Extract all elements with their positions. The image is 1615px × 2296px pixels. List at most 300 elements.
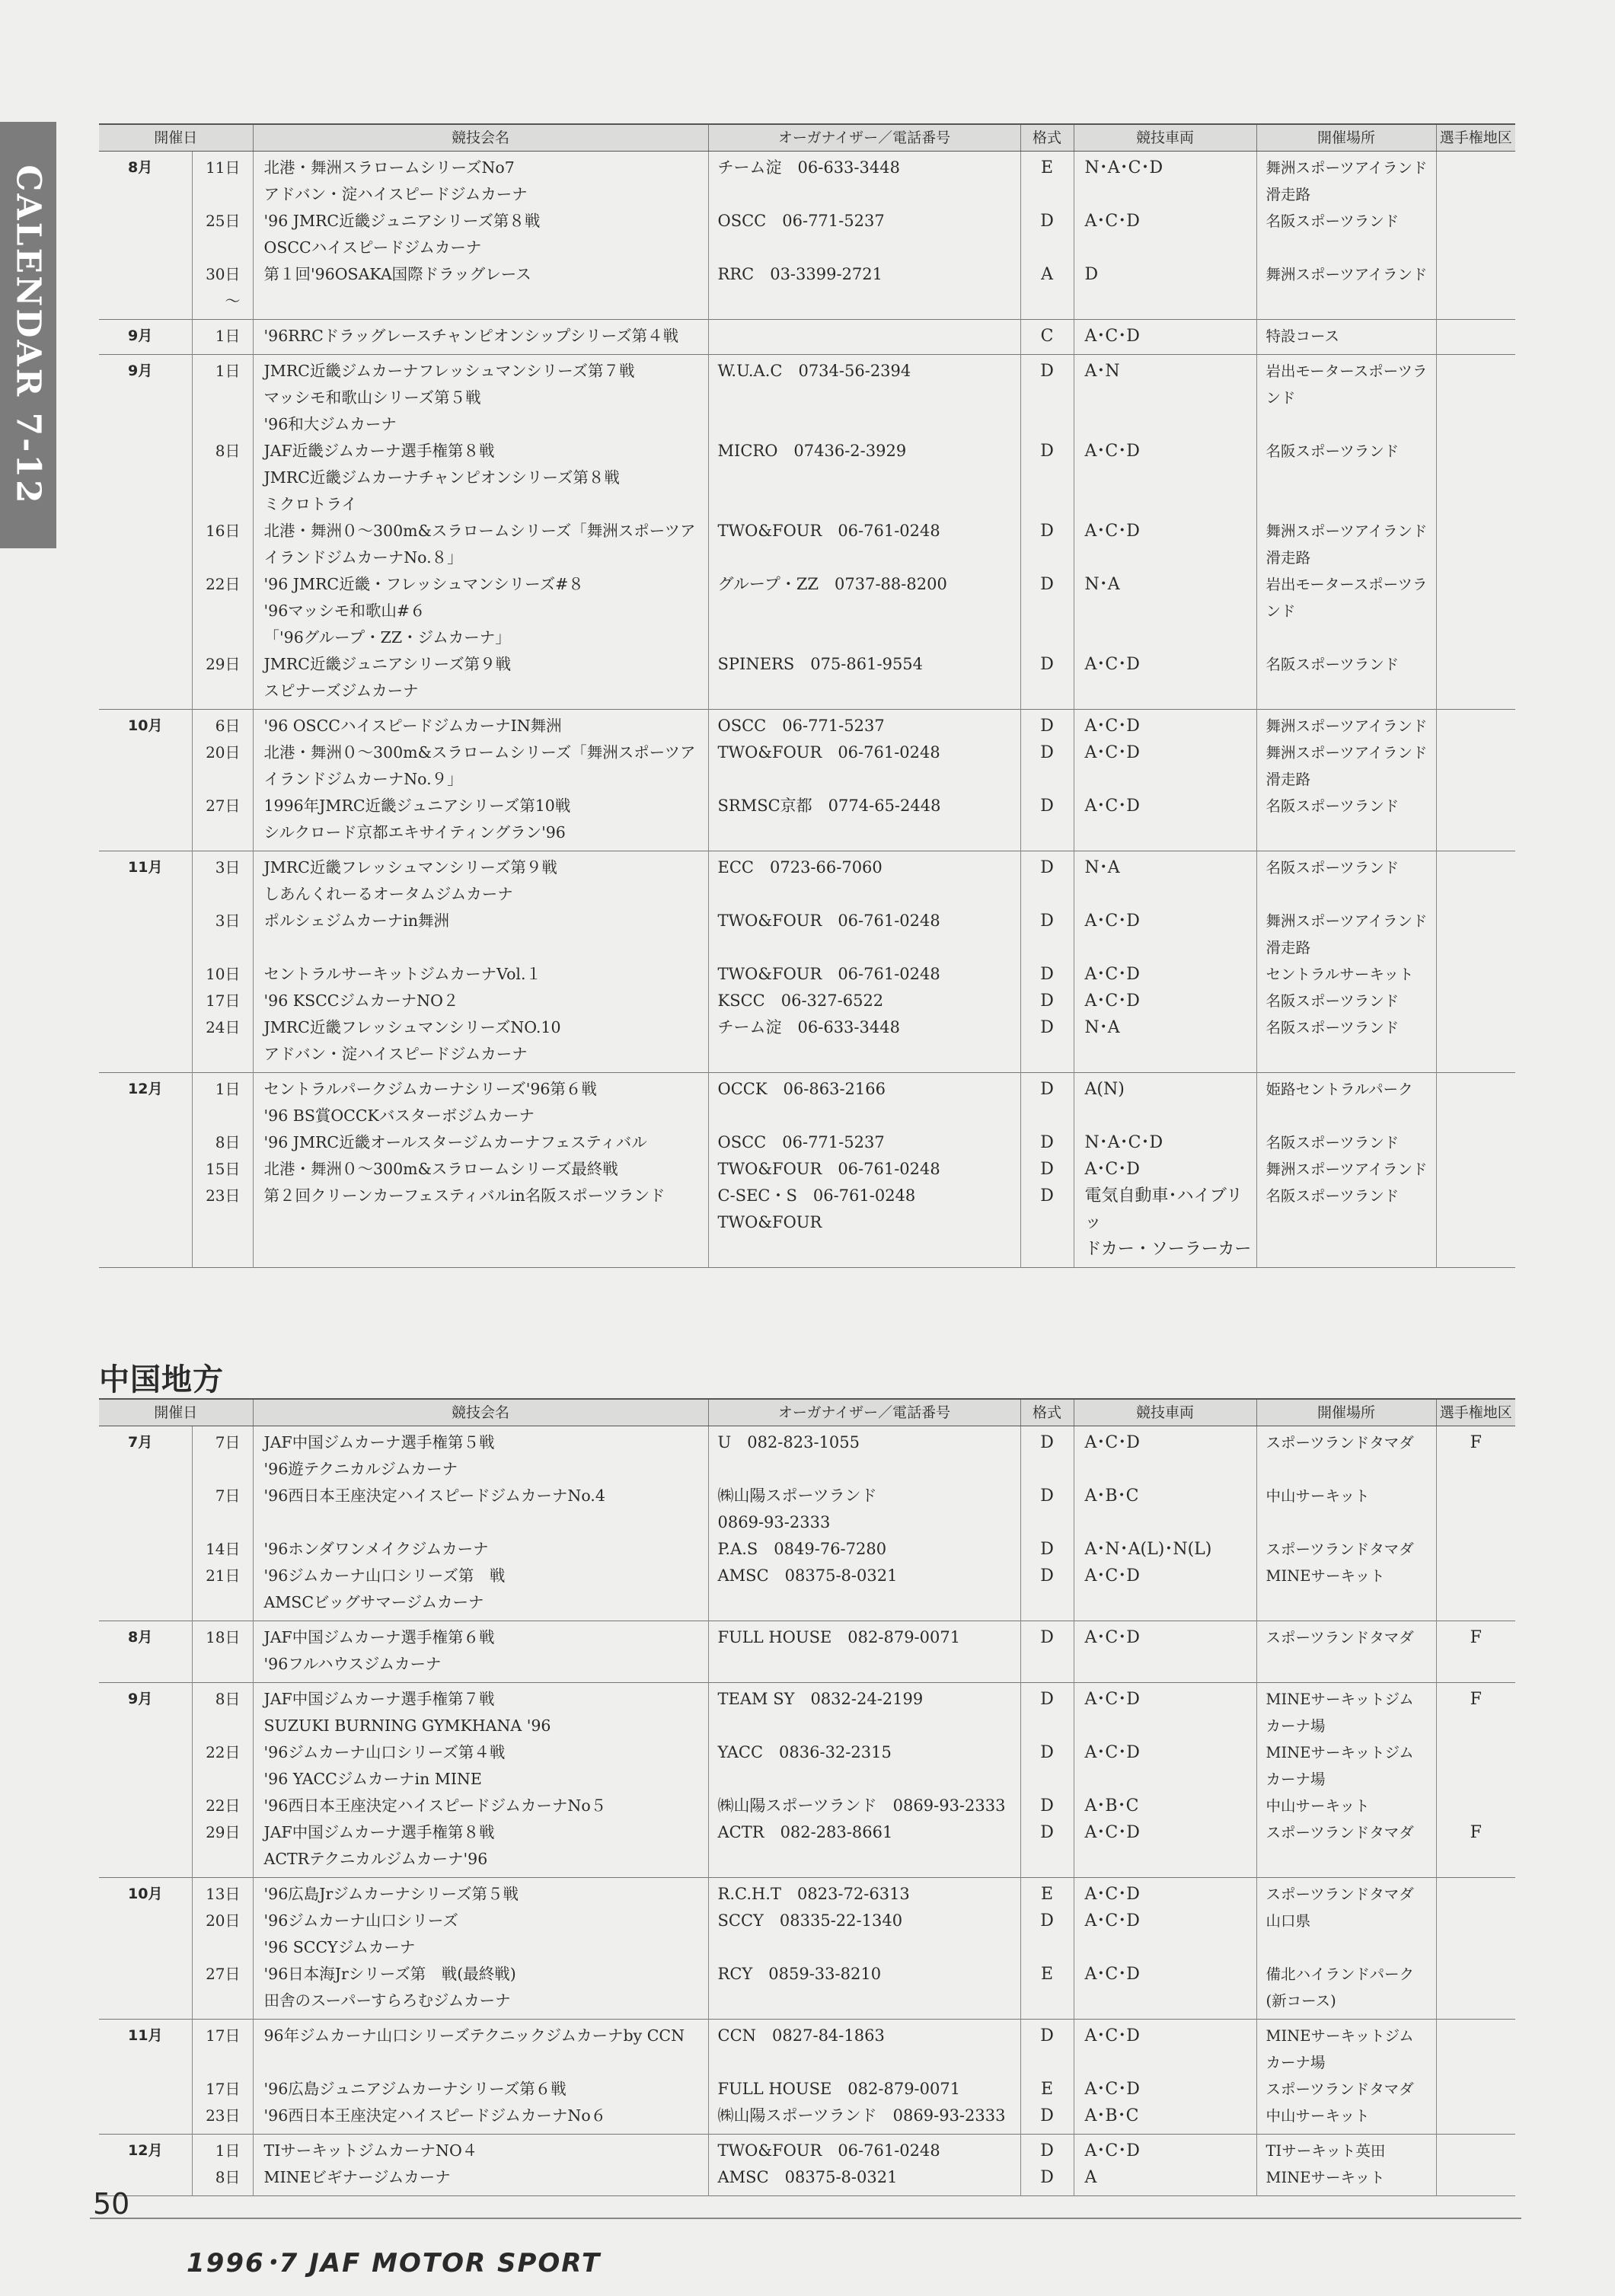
month-label (99, 518, 192, 571)
organizer: TWO&FOUR 06-761-0248 (708, 2135, 1020, 2165)
championship-region (1436, 961, 1515, 988)
championship-region (1436, 261, 1515, 320)
event-name: '96 JMRC近畿オールスタージムカーナフェスティバル (253, 1129, 708, 1156)
venue: 中山サーキット (1256, 2103, 1436, 2135)
championship-region (1436, 988, 1515, 1014)
table-row (99, 710, 1515, 740)
vehicles: A･C･D (1074, 908, 1256, 961)
header-format: 格式 (1020, 1399, 1074, 1426)
vehicles: A･C･D (1074, 1878, 1256, 1908)
day: 21日 (192, 1563, 253, 1621)
month-label (99, 208, 192, 261)
month-label: 11月 (128, 859, 163, 876)
vehicles: A･C･D (1074, 710, 1256, 740)
month-label (99, 438, 192, 518)
kinki-calendar-table (99, 123, 1515, 1268)
format: D (1020, 571, 1074, 651)
vehicles: A･C･D (1074, 1908, 1256, 1961)
format: D (1020, 739, 1074, 793)
organizer: TWO&FOUR 06-761-0248 (708, 518, 1020, 571)
event-name: '96 JMRC近畿ジュニアシリーズ第８戦 OSCCハイスピードジムカーナ (253, 208, 708, 261)
day: 10日 (192, 961, 253, 988)
organizer: R.C.H.T 0823-72-6313 (708, 1878, 1020, 1908)
format: E (1020, 152, 1074, 209)
format: D (1020, 2103, 1074, 2135)
organizer: OCCK 06-863-2166 (708, 1073, 1020, 1130)
vehicles: A･C･D (1074, 1563, 1256, 1621)
vehicles: A･C･D (1074, 961, 1256, 988)
championship-region (1436, 1908, 1515, 1961)
day: 11日 (192, 152, 253, 209)
championship-region (1436, 1878, 1515, 1908)
organizer: RRC 03-3399-2721 (708, 261, 1020, 320)
format: E (1020, 2076, 1074, 2103)
venue: 名阪スポーツランド (1256, 1014, 1436, 1073)
month-label (99, 1129, 192, 1156)
format: D (1020, 518, 1074, 571)
organizer: ㈱山陽スポーツランド 0869-93-2333 (708, 1793, 1020, 1819)
format: D (1020, 1563, 1074, 1621)
header-event-name: 競技会名 (253, 1399, 708, 1426)
side-tab-label: CALENDAR 7-12 (8, 164, 48, 506)
header-event-name: 競技会名 (253, 124, 708, 152)
table-row (99, 1073, 1515, 1130)
event-name: JMRC近畿ジムカーナフレッシュマンシリーズ第７戦 マッシモ和歌山シリーズ第５戦 '96和大ジムカーナ (253, 355, 708, 439)
table-row (99, 1961, 1515, 2020)
format: D (1020, 1483, 1074, 1536)
day: 20日 (192, 1908, 253, 1961)
table-row (99, 793, 1515, 851)
table-row (99, 1878, 1515, 1908)
day: 7日 (192, 1426, 253, 1483)
table-row (99, 851, 1515, 909)
event-name: ポルシェジムカーナin舞洲 (253, 908, 708, 961)
month-label (99, 739, 192, 793)
event-name: '96広島ジュニアジムカーナシリーズ第６戦 (253, 2076, 708, 2103)
header-championship-region: 選手権地区 (1436, 1399, 1515, 1426)
month-label: 9月 (128, 1691, 153, 1707)
event-name: 第２回クリーンカーフェスティバルin名阪スポーツランド (253, 1183, 708, 1268)
event-name: '96RRCドラッグレースチャンピオンシップシリーズ第４戦 (253, 320, 708, 355)
event-name: セントラルパークジムカーナシリーズ'96第６戦 '96 BS賞OCCKバスターボジムカーナ (253, 1073, 708, 1130)
format: D (1020, 1073, 1074, 1130)
day: 16日 (192, 518, 253, 571)
vehicles: D (1074, 261, 1256, 320)
event-name: 北港・舞洲０～300m&スラロームシリーズ「舞洲スポーツア イランドジムカーナNo.８」 (253, 518, 708, 571)
header-date: 開催日 (99, 124, 253, 152)
venue: 名阪スポーツランド (1256, 208, 1436, 261)
venue: TIサーキット英田 (1256, 2135, 1436, 2165)
format: D (1020, 1426, 1074, 1483)
table-row (99, 2020, 1515, 2077)
day: 29日 (192, 1819, 253, 1878)
venue: 特設コース (1256, 320, 1436, 355)
championship-region (1436, 739, 1515, 793)
championship-region (1436, 1073, 1515, 1130)
organizer: KSCC 06-327-6522 (708, 988, 1020, 1014)
event-name: セントラルサーキットジムカーナVol.１ (253, 961, 708, 988)
format: D (1020, 651, 1074, 710)
month-label: 10月 (128, 717, 163, 734)
event-name: '96ジムカーナ山口シリーズ第 戦 AMSCビッグサマージムカーナ (253, 1563, 708, 1621)
table-row (99, 1819, 1515, 1878)
month-label (99, 1563, 192, 1621)
day: 1日 (192, 320, 253, 355)
table-row (99, 571, 1515, 651)
day: 23日 (192, 2103, 253, 2135)
venue: 舞洲スポーツアイランド 滑走路 (1256, 518, 1436, 571)
month-group (99, 1426, 1515, 1621)
day: 1日 (192, 1073, 253, 1130)
vehicles: A･C･D (1074, 2076, 1256, 2103)
event-name: JAF中国ジムカーナ選手権第６戦 '96フルハウスジムカーナ (253, 1621, 708, 1683)
event-name: '96 OSCCハイスピードジムカーナIN舞洲 (253, 710, 708, 740)
vehicles: A･C･D (1074, 518, 1256, 571)
format: D (1020, 1793, 1074, 1819)
day: 17日 (192, 988, 253, 1014)
venue: セントラルサーキット (1256, 961, 1436, 988)
event-name: 北港・舞洲スラロームシリーズNo7 アドバン・淀ハイスピードジムカーナ (253, 152, 708, 209)
header-vehicles: 競技車両 (1074, 124, 1256, 152)
header-venue: 開催場所 (1256, 124, 1436, 152)
championship-region (1436, 851, 1515, 909)
month-label (99, 1819, 192, 1878)
venue: 舞洲スポーツアイランド 滑走路 (1256, 739, 1436, 793)
format: D (1020, 355, 1074, 439)
event-name: JAF近畿ジムカーナ選手権第８戦 JMRC近畿ジムカーナチャンピオンシリーズ第８戦 ミクロトライ (253, 438, 708, 518)
championship-region (1436, 1483, 1515, 1536)
vehicles: A･B･C (1074, 2103, 1256, 2135)
venue: 舞洲スポーツアイランド 滑走路 (1256, 152, 1436, 209)
month-group (99, 1073, 1515, 1268)
table-row (99, 739, 1515, 793)
championship-region (1436, 1156, 1515, 1183)
month-label: 11月 (128, 2027, 163, 2044)
event-name: '96ホンダワンメイクジムカーナ (253, 1536, 708, 1563)
championship-region (1436, 793, 1515, 851)
championship-region (1436, 355, 1515, 439)
day: 17日 (192, 2020, 253, 2077)
event-name: '96西日本王座決定ハイスピードジムカーナNo.4 (253, 1483, 708, 1536)
format: A (1020, 261, 1074, 320)
day: 8日 (192, 438, 253, 518)
championship-region (1436, 1183, 1515, 1268)
format: D (1020, 208, 1074, 261)
month-group (99, 2135, 1515, 2196)
format: D (1020, 1683, 1074, 1740)
vehicles: A･C･D (1074, 1683, 1256, 1740)
venue: 舞洲スポーツアイランド (1256, 261, 1436, 320)
day: 27日 (192, 1961, 253, 2020)
header-championship-region: 選手権地区 (1436, 124, 1515, 152)
format: D (1020, 1621, 1074, 1683)
table-row (99, 1683, 1515, 1740)
venue: MINEサーキットジム カーナ場 (1256, 1739, 1436, 1793)
month-group (99, 355, 1515, 710)
event-name: '96西日本王座決定ハイスピードジムカーナNo５ (253, 1793, 708, 1819)
table-row (99, 1908, 1515, 1961)
format: D (1020, 851, 1074, 909)
month-label: 8月 (128, 1629, 153, 1646)
organizer: TWO&FOUR 06-761-0248 (708, 1156, 1020, 1183)
venue: 名阪スポーツランド (1256, 651, 1436, 710)
vehicles: A･N･A(L)･N(L) (1074, 1536, 1256, 1563)
organizer: P.A.S 0849-76-7280 (708, 1536, 1020, 1563)
venue: 岩出モータースポーツラ ンド (1256, 571, 1436, 651)
vehicles: A･C･D (1074, 2135, 1256, 2165)
venue: 名阪スポーツランド (1256, 1129, 1436, 1156)
organizer: FULL HOUSE 082-879-0071 (708, 2076, 1020, 2103)
organizer: MICRO 07436-2-3929 (708, 438, 1020, 518)
vehicles: A･C･D (1074, 988, 1256, 1014)
month-label (99, 2103, 192, 2135)
championship-region (1436, 1129, 1515, 1156)
month-label (99, 1961, 192, 2020)
format: D (1020, 1739, 1074, 1793)
vehicles: A･C･D (1074, 208, 1256, 261)
venue: 名阪スポーツランド (1256, 1183, 1436, 1268)
month-label: 7月 (128, 1434, 153, 1451)
venue: 山口県 (1256, 1908, 1436, 1961)
table-row (99, 1739, 1515, 1793)
organizer: SRMSC京都 0774-65-2448 (708, 793, 1020, 851)
vehicles: A･C･D (1074, 651, 1256, 710)
format: D (1020, 2020, 1074, 2077)
championship-region: F (1436, 1621, 1515, 1683)
championship-region (1436, 2020, 1515, 2077)
format: D (1020, 988, 1074, 1014)
vehicles: A･C･D (1074, 1426, 1256, 1483)
month-label: 12月 (128, 1081, 163, 1097)
month-label: 9月 (128, 362, 153, 379)
event-name: JMRC近畿ジュニアシリーズ第９戦 スピナーズジムカーナ (253, 651, 708, 710)
day: 25日 (192, 208, 253, 261)
venue: 名阪スポーツランド (1256, 793, 1436, 851)
venue: MINEサーキットジム カーナ場 (1256, 2020, 1436, 2077)
vehicles: N･A (1074, 571, 1256, 651)
table-row (99, 908, 1515, 961)
venue: 岩出モータースポーツラ ンド (1256, 355, 1436, 439)
championship-region (1436, 1793, 1515, 1819)
venue: 舞洲スポーツアイランド 滑走路 (1256, 908, 1436, 961)
month-group (99, 1878, 1515, 2020)
table-row (99, 1793, 1515, 1819)
month-label (99, 1014, 192, 1073)
day: 8日 (192, 1683, 253, 1740)
table-row (99, 2135, 1515, 2165)
format: D (1020, 1536, 1074, 1563)
venue: スポーツランドタマダ (1256, 1878, 1436, 1908)
organizer: ACTR 082-283-8661 (708, 1819, 1020, 1878)
event-name: '96日本海Jrシリーズ第 戦(最終戦) 田舎のスーパーすらろむジムカーナ (253, 1961, 708, 2020)
day: 27日 (192, 793, 253, 851)
vehicles: A･C･D (1074, 1156, 1256, 1183)
table-row (99, 2103, 1515, 2135)
venue: 中山サーキット (1256, 1483, 1436, 1536)
format: E (1020, 1878, 1074, 1908)
month-label (99, 1483, 192, 1536)
format: E (1020, 1961, 1074, 2020)
table-row (99, 1426, 1515, 1483)
month-label (99, 2076, 192, 2103)
vehicles: A･C･D (1074, 1961, 1256, 2020)
page-number: 50 (93, 2187, 130, 2221)
day: 18日 (192, 1621, 253, 1683)
championship-region (1436, 908, 1515, 961)
table-row (99, 152, 1515, 209)
month-group (99, 1683, 1515, 1878)
month-group (99, 1621, 1515, 1683)
day: 13日 (192, 1878, 253, 1908)
championship-region: F (1436, 1683, 1515, 1740)
championship-region (1436, 1563, 1515, 1621)
vehicles: A･C･D (1074, 2020, 1256, 2077)
organizer: OSCC 06-771-5237 (708, 710, 1020, 740)
venue: スポーツランドタマダ (1256, 1621, 1436, 1683)
header-organizer: オーガナイザー／電話番号 (708, 1399, 1020, 1426)
event-name: 北港・舞洲０～300m&スラロームシリーズ「舞洲スポーツア イランドジムカーナNo.９」 (253, 739, 708, 793)
championship-region (1436, 320, 1515, 355)
table-row (99, 651, 1515, 710)
venue: 姫路セントラルパーク (1256, 1073, 1436, 1130)
organizer: TWO&FOUR 06-761-0248 (708, 739, 1020, 793)
venue: 備北ハイランドパーク (新コース) (1256, 1961, 1436, 2020)
vehicles: A･C･D (1074, 320, 1256, 355)
month-label (99, 1183, 192, 1268)
day: 8日 (192, 1129, 253, 1156)
championship-region (1436, 152, 1515, 209)
vehicles: A･C･D (1074, 438, 1256, 518)
championship-region (1436, 571, 1515, 651)
event-name: '96 KSCCジムカーナNO２ (253, 988, 708, 1014)
table-row (99, 988, 1515, 1014)
day: 22日 (192, 1793, 253, 1819)
format: D (1020, 2164, 1074, 2196)
organizer: FULL HOUSE 082-879-0071 (708, 1621, 1020, 1683)
month-label (99, 1536, 192, 1563)
event-name: 北港・舞洲０～300m&スラロームシリーズ最終戦 (253, 1156, 708, 1183)
format: D (1020, 1129, 1074, 1156)
day: 8日 (192, 2164, 253, 2196)
championship-region (1436, 710, 1515, 740)
championship-region (1436, 1536, 1515, 1563)
day: 29日 (192, 651, 253, 710)
table-row (99, 208, 1515, 261)
vehicles: N･A･C･D (1074, 1129, 1256, 1156)
table-row (99, 1483, 1515, 1536)
venue: MINEサーキット (1256, 1563, 1436, 1621)
vehicles: A･B･C (1074, 1483, 1256, 1536)
organizer: SPINERS 075-861-9554 (708, 651, 1020, 710)
month-label: 12月 (128, 2142, 163, 2159)
region-title-chugoku: 中国地方 (99, 1362, 224, 1397)
organizer: ㈱山陽スポーツランド 0869-93-2333 (708, 1483, 1020, 1536)
championship-region (1436, 2164, 1515, 2196)
day: 1日 (192, 2135, 253, 2165)
table-row (99, 2164, 1515, 2196)
footer-rule (90, 2218, 1521, 2219)
month-label (99, 908, 192, 961)
venue: スポーツランドタマダ (1256, 1536, 1436, 1563)
championship-region (1436, 518, 1515, 571)
table-header-row (99, 124, 1515, 152)
vehicles: A･B･C (1074, 1793, 1256, 1819)
event-name: '96ジムカーナ山口シリーズ第４戦 '96 YACCジムカーナin MINE (253, 1739, 708, 1793)
organizer: AMSC 08375-8-0321 (708, 2164, 1020, 2196)
event-name: MINEビギナージムカーナ (253, 2164, 708, 2196)
month-label: 10月 (128, 1886, 163, 1902)
table-row (99, 438, 1515, 518)
table-row (99, 1536, 1515, 1563)
month-label (99, 1793, 192, 1819)
day: 15日 (192, 1156, 253, 1183)
month-label (99, 961, 192, 988)
organizer: U 082-823-1055 (708, 1426, 1020, 1483)
championship-region (1436, 2135, 1515, 2165)
table-row (99, 518, 1515, 571)
vehicles: A･C･D (1074, 1739, 1256, 1793)
table-header-row (99, 1399, 1515, 1426)
vehicles: A･C･D (1074, 793, 1256, 851)
organizer: TWO&FOUR 06-761-0248 (708, 908, 1020, 961)
header-organizer: オーガナイザー／電話番号 (708, 124, 1020, 152)
day: 22日 (192, 1739, 253, 1793)
header-venue: 開催場所 (1256, 1399, 1436, 1426)
table-row (99, 1129, 1515, 1156)
day: 23日 (192, 1183, 253, 1268)
event-name: TIサーキットジムカーナNO４ (253, 2135, 708, 2165)
day: 6日 (192, 710, 253, 740)
championship-region (1436, 438, 1515, 518)
day: 1日 (192, 355, 253, 439)
format: D (1020, 1156, 1074, 1183)
day: 20日 (192, 739, 253, 793)
month-label (99, 793, 192, 851)
venue: MINEサーキットジム カーナ場 (1256, 1683, 1436, 1740)
organizer: YACC 0836-32-2315 (708, 1739, 1020, 1793)
organizer: W.U.A.C 0734-56-2394 (708, 355, 1020, 439)
format: D (1020, 793, 1074, 851)
day: 3日 (192, 851, 253, 909)
month-group (99, 152, 1515, 320)
format: D (1020, 961, 1074, 988)
table-row (99, 1183, 1515, 1268)
format: C (1020, 320, 1074, 355)
day: 14日 (192, 1536, 253, 1563)
month-label (99, 571, 192, 651)
table-row (99, 2076, 1515, 2103)
organizer: TEAM SY 0832-24-2199 (708, 1683, 1020, 1740)
championship-region: F (1436, 1426, 1515, 1483)
chugoku-calendar-table (99, 1398, 1515, 2196)
vehicles: A･C･D (1074, 1819, 1256, 1878)
championship-region (1436, 651, 1515, 710)
vehicles: N･A･C･D (1074, 152, 1256, 209)
format: D (1020, 2135, 1074, 2165)
organizer: AMSC 08375-8-0321 (708, 1563, 1020, 1621)
format: D (1020, 710, 1074, 740)
month-label (99, 1739, 192, 1793)
month-group (99, 851, 1515, 1073)
month-label: 9月 (128, 327, 153, 344)
championship-region: F (1436, 1819, 1515, 1878)
vehicles: A･C･D (1074, 739, 1256, 793)
organizer: チーム淀 06-633-3448 (708, 152, 1020, 209)
venue: スポーツランドタマダ (1256, 2076, 1436, 2103)
organizer: グループ・ZZ 0737-88-8200 (708, 571, 1020, 651)
championship-region (1436, 1739, 1515, 1793)
table-row (99, 355, 1515, 439)
